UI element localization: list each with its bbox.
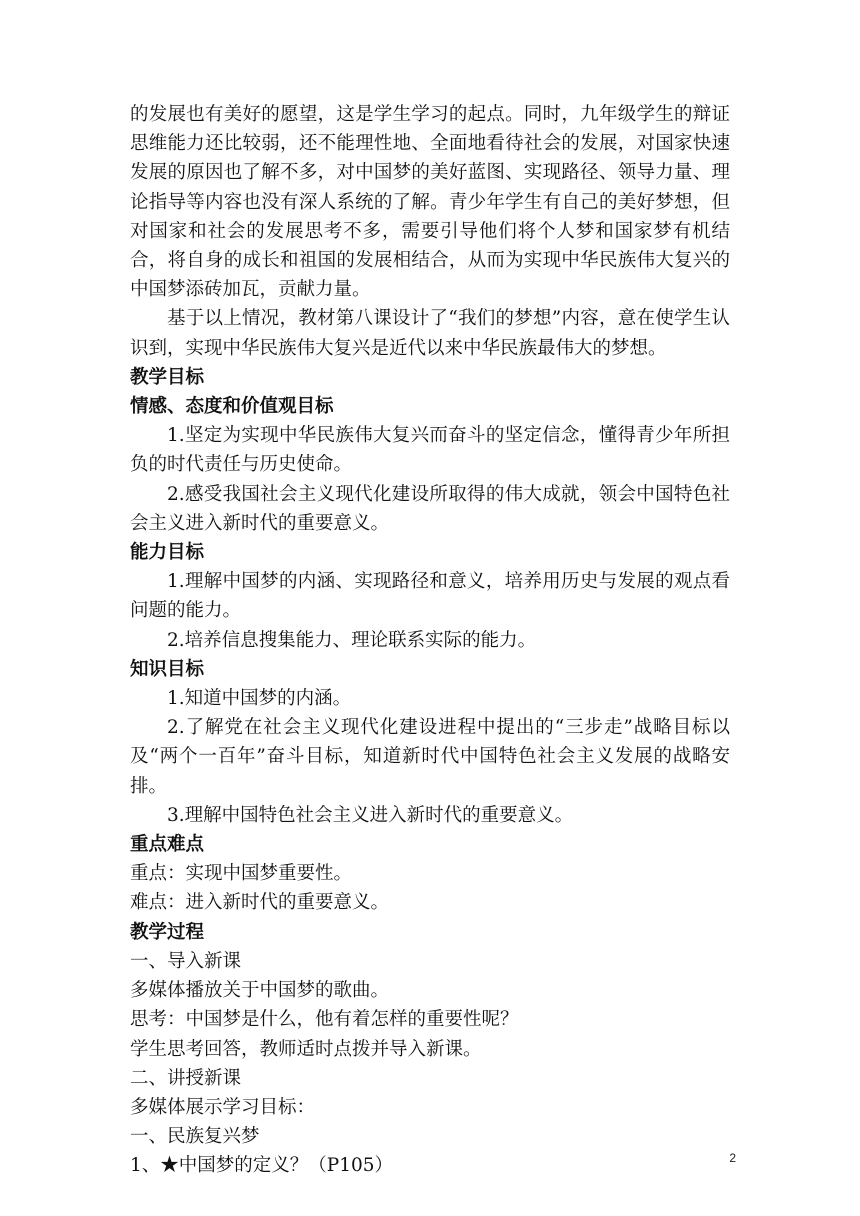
paragraph: 一、导入新课 xyxy=(130,950,242,972)
section-heading: 能力目标 xyxy=(130,542,205,564)
paragraph: 1.理解中国梦的内涵、实现路径和意义，培养用历史与发展的观点看问题的能力。 xyxy=(130,571,730,622)
paragraph: 一、民族复兴梦 xyxy=(130,1126,260,1148)
paragraph: 多媒体展示学习目标： xyxy=(130,1096,316,1118)
section-heading: 教学目标 xyxy=(130,366,205,388)
paragraph: 基于以上情况，教材第八课设计了“我们的梦想”内容，意在使学生认识到，实现中华民族伟大复兴是近代以来中华民族最伟大的梦想。 xyxy=(130,308,730,359)
paragraph: 的发展也有美好的愿望，这是学生学习的起点。同时，九年级学生的辩证思维能力还比较弱，还不能理性地、全面地看待社会的发展，对国家快速发展的原因也了解不多，对中国梦的美好蓝图、实现路径、领导力量、理论指导等内容也没有深人系统的了解。青少年学生有自己的美好梦想，但对国家和社会的发展思考不多，需要引导他们将个人梦和国家梦有机结合，将自身的成长和祖国的发展相结合，从而为实现中华民族伟大复兴的中国梦添砖加瓦，贡献力量。 xyxy=(130,104,730,301)
document-body xyxy=(130,100,730,1181)
paragraph: 多媒体播放关于中国梦的歌曲。 xyxy=(130,980,390,1002)
paragraph: 2.感受我国社会主义现代化建设所取得的伟大成就，领会中国特色社会主义进入新时代的重要意义。 xyxy=(130,483,730,534)
section-heading: 知识目标 xyxy=(130,658,205,680)
paragraph: 二、讲授新课 xyxy=(130,1067,242,1089)
paragraph: 思考：中国梦是什么，他有着怎样的重要性呢？ xyxy=(130,1009,519,1031)
page-number: 2 xyxy=(729,1151,736,1165)
paragraph: 1.知道中国梦的内涵。 xyxy=(167,688,352,710)
paragraph: 3.理解中国特色社会主义进入新时代的重要意义。 xyxy=(167,804,574,826)
paragraph: 1、★中国梦的定义？（P105） xyxy=(130,1155,394,1177)
section-heading: 教学过程 xyxy=(130,921,205,943)
paragraph: 2.培养信息搜集能力、理论联系实际的能力。 xyxy=(167,629,537,651)
section-heading: 情感、态度和价值观目标 xyxy=(130,396,334,418)
paragraph: 难点：进入新时代的重要意义。 xyxy=(130,892,390,914)
section-heading: 重点难点 xyxy=(130,834,205,856)
paragraph: 学生思考回答，教师适时点拨并导入新课。 xyxy=(130,1038,482,1060)
paragraph: 重点：实现中国梦重要性。 xyxy=(130,863,353,885)
paragraph: 2.了解党在社会主义现代化建设进程中提出的“三步走”战略目标以及“两个一百年”奋斗目标，知道新时代中国特色社会主义发展的战略安排。 xyxy=(130,717,730,797)
paragraph: 1.坚定为实现中华民族伟大复兴而奋斗的坚定信念，懂得青少年所担负的时代责任与历史使命。 xyxy=(130,425,730,476)
